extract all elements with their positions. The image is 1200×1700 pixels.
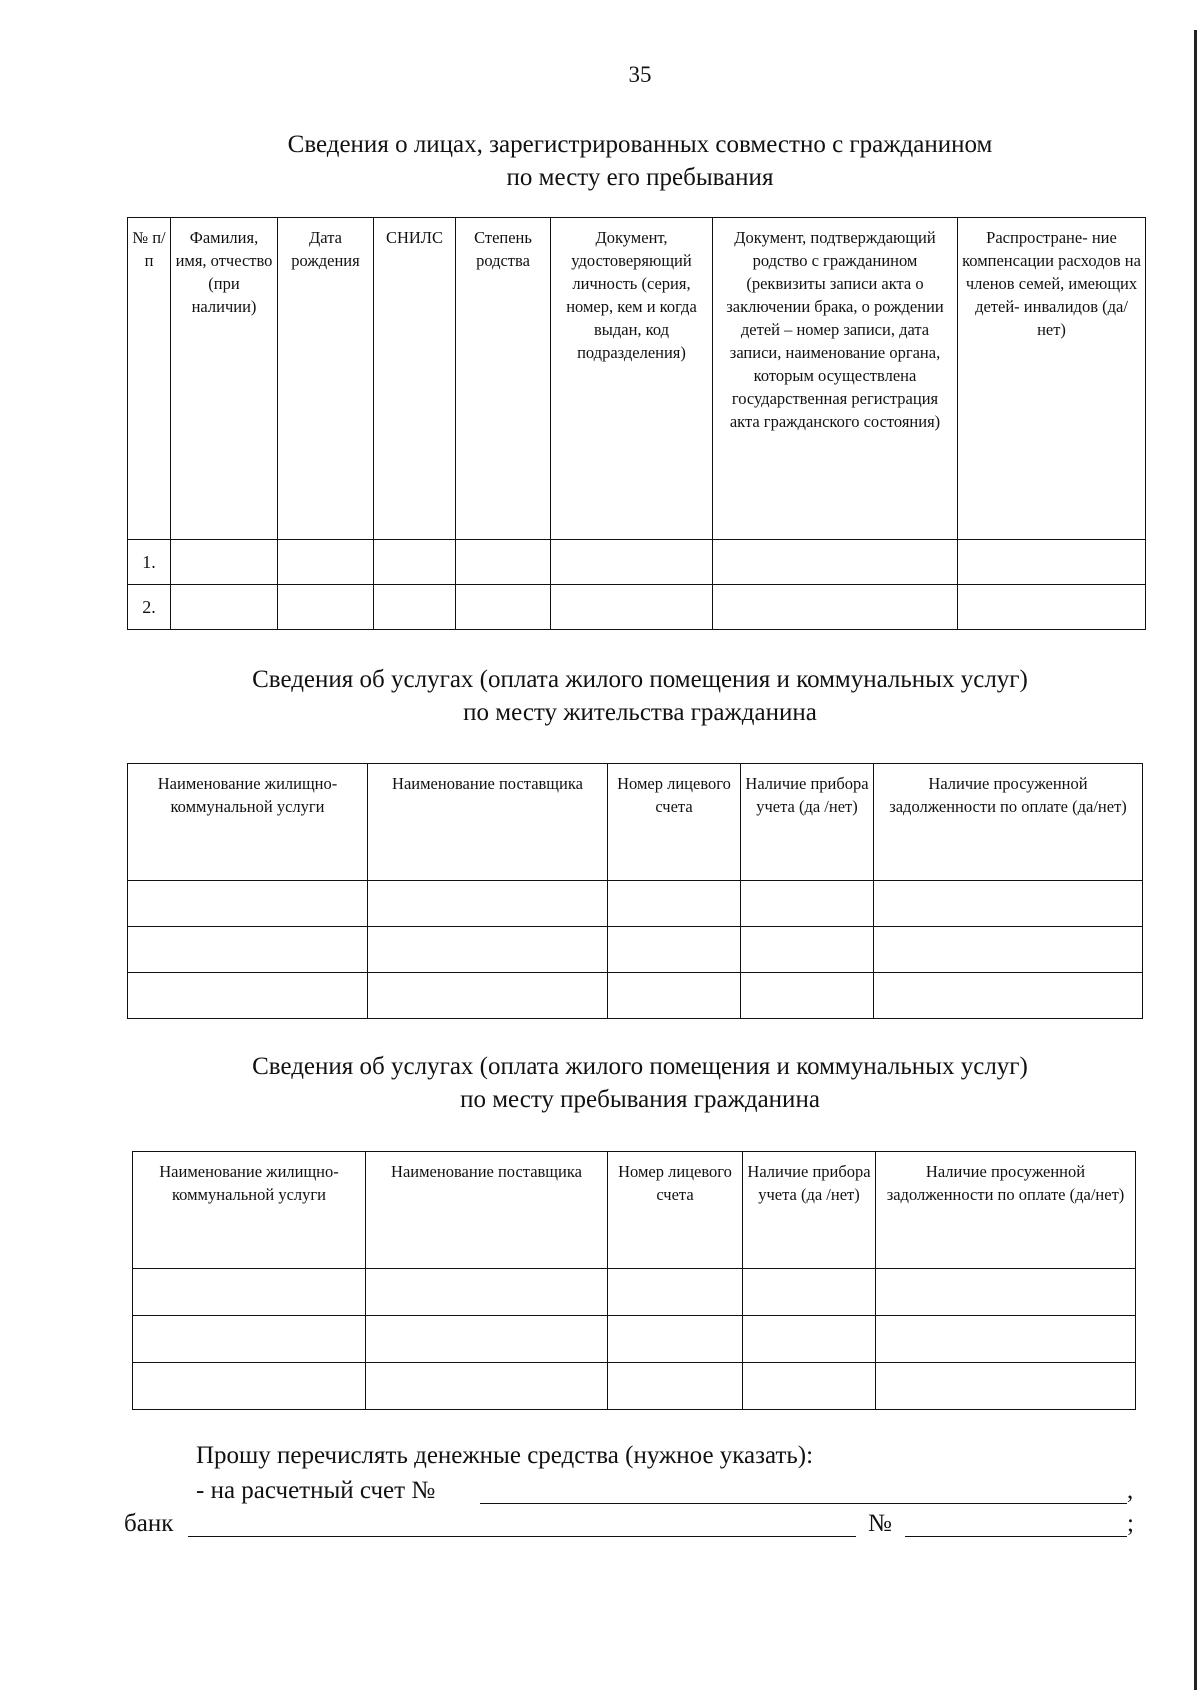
section-title-line: по месту его пребывания bbox=[506, 164, 774, 191]
table-cell[interactable] bbox=[874, 927, 1143, 973]
table-cell[interactable] bbox=[876, 1316, 1136, 1363]
section-title-registered-persons bbox=[0, 128, 1200, 194]
section-title-line: Сведения о лицах, зарегистрированных совместно с гражданином bbox=[287, 131, 993, 158]
table-row bbox=[133, 1363, 1136, 1410]
row-number: 1. bbox=[128, 540, 171, 585]
table-cell[interactable] bbox=[743, 1269, 876, 1316]
table-cell[interactable] bbox=[608, 1269, 743, 1316]
bank-label: банк bbox=[124, 1510, 174, 1537]
table-cell[interactable] bbox=[171, 585, 278, 630]
table-cell[interactable] bbox=[456, 540, 551, 585]
bank-number-field[interactable] bbox=[905, 1536, 1127, 1537]
table-cell[interactable] bbox=[713, 585, 958, 630]
stay-services-table bbox=[132, 1151, 1136, 1410]
table-cell[interactable] bbox=[456, 585, 551, 630]
table-cell[interactable] bbox=[278, 540, 374, 585]
header-compensation: Распростране- ние компенсации расходов на членов семей, имеющих детей- инвалидов (да/нет) bbox=[958, 218, 1146, 540]
residence-services-table bbox=[127, 763, 1143, 1019]
table-cell[interactable] bbox=[368, 973, 608, 1019]
header-snils: СНИЛС bbox=[374, 218, 456, 540]
header-birth-date: Дата рождения bbox=[278, 218, 374, 540]
bank-number-label: № bbox=[868, 1510, 892, 1537]
header-meter: Наличие прибора учета (да /нет) bbox=[741, 764, 874, 881]
header-service-name: Наименование жилищно- коммунальной услуги bbox=[128, 764, 368, 881]
account-number-label: - на расчетный счет № bbox=[196, 1477, 436, 1504]
header-overdue-debt: Наличие просуженной задолженности по оплате (да/нет) bbox=[874, 764, 1143, 881]
header-account-number: Номер лицевого счета bbox=[608, 1152, 743, 1269]
table-row bbox=[128, 973, 1143, 1019]
section-title-residence-services bbox=[0, 663, 1200, 729]
table-cell[interactable] bbox=[551, 540, 713, 585]
table-cell[interactable] bbox=[551, 585, 713, 630]
table-cell[interactable] bbox=[128, 973, 368, 1019]
page-number: 35 bbox=[628, 62, 652, 87]
table-cell[interactable] bbox=[874, 973, 1143, 1019]
table-cell[interactable] bbox=[741, 927, 874, 973]
table-row bbox=[128, 881, 1143, 927]
section-title-line: по месту пребывания гражданина bbox=[460, 1086, 820, 1113]
section-title-line: Сведения об услугах (оплата жилого помещения и коммунальных услуг) bbox=[252, 666, 1028, 693]
table-header-row bbox=[128, 218, 1146, 540]
table-cell[interactable] bbox=[741, 973, 874, 1019]
table-cell[interactable] bbox=[608, 881, 741, 927]
table-cell[interactable] bbox=[741, 881, 874, 927]
table-row bbox=[133, 1316, 1136, 1363]
table-row bbox=[128, 585, 1146, 630]
table-row bbox=[128, 540, 1146, 585]
table-cell[interactable] bbox=[128, 927, 368, 973]
header-kinship-document: Документ, подтверждающий родство с гражданином (реквизиты записи акта о заключении брака, о рождении детей – номер записи, дата записи, наименование органа, которым осуществлена государственная регистрация акта гражданского состояния) bbox=[713, 218, 958, 540]
table-cell[interactable] bbox=[874, 881, 1143, 927]
header-service-name: Наименование жилищно- коммунальной услуги bbox=[133, 1152, 366, 1269]
table-cell[interactable] bbox=[366, 1363, 608, 1410]
table-cell[interactable] bbox=[958, 585, 1146, 630]
header-supplier: Наименование поставщика bbox=[368, 764, 608, 881]
table-cell[interactable] bbox=[133, 1269, 366, 1316]
table-cell[interactable] bbox=[743, 1316, 876, 1363]
table-cell[interactable] bbox=[608, 1316, 743, 1363]
account-comma: , bbox=[1127, 1477, 1134, 1504]
table-cell[interactable] bbox=[713, 540, 958, 585]
table-cell[interactable] bbox=[133, 1316, 366, 1363]
table-cell[interactable] bbox=[374, 540, 456, 585]
header-identity-document: Документ, удостоверяющий личность (серия, номер, кем и когда выдан, код подразделения) bbox=[551, 218, 713, 540]
table-row bbox=[133, 1269, 1136, 1316]
table-cell[interactable] bbox=[368, 927, 608, 973]
table-cell[interactable] bbox=[133, 1363, 366, 1410]
table-cell[interactable] bbox=[876, 1269, 1136, 1316]
table-cell[interactable] bbox=[608, 973, 741, 1019]
table-cell[interactable] bbox=[876, 1363, 1136, 1410]
table-cell[interactable] bbox=[743, 1363, 876, 1410]
table-cell[interactable] bbox=[171, 540, 278, 585]
header-supplier: Наименование поставщика bbox=[366, 1152, 608, 1269]
header-relationship: Степень родства bbox=[456, 218, 551, 540]
row-number: 2. bbox=[128, 585, 171, 630]
table-header-row bbox=[133, 1152, 1136, 1269]
table-cell[interactable] bbox=[608, 1363, 743, 1410]
payment-request-text: Прошу перечислять денежные средства (нужное указать): bbox=[196, 1442, 814, 1469]
header-account-number: Номер лицевого счета bbox=[608, 764, 741, 881]
page-edge-line bbox=[1194, 30, 1197, 1690]
table-cell[interactable] bbox=[368, 881, 608, 927]
table-cell[interactable] bbox=[608, 927, 741, 973]
table-cell[interactable] bbox=[278, 585, 374, 630]
table-cell[interactable] bbox=[366, 1269, 608, 1316]
section-title-line: Сведения об услугах (оплата жилого помещения и коммунальных услуг) bbox=[252, 1053, 1028, 1080]
bank-name-field[interactable] bbox=[188, 1536, 856, 1537]
table-cell[interactable] bbox=[374, 585, 456, 630]
table-row bbox=[128, 927, 1143, 973]
section-title-line: по месту жительства гражданина bbox=[463, 699, 817, 726]
header-full-name: Фамилия, имя, отчество (при наличии) bbox=[171, 218, 278, 540]
bank-semicolon: ; bbox=[1127, 1510, 1134, 1537]
header-overdue-debt: Наличие просуженной задолженности по оплате (да/нет) bbox=[876, 1152, 1136, 1269]
table-header-row bbox=[128, 764, 1143, 881]
header-meter: Наличие прибора учета (да /нет) bbox=[743, 1152, 876, 1269]
table-cell[interactable] bbox=[366, 1316, 608, 1363]
header-number: № п/п bbox=[128, 218, 171, 540]
section-title-stay-services bbox=[0, 1050, 1200, 1116]
table-cell[interactable] bbox=[958, 540, 1146, 585]
registered-persons-table bbox=[127, 217, 1146, 630]
account-number-field[interactable] bbox=[480, 1503, 1127, 1504]
table-cell[interactable] bbox=[128, 881, 368, 927]
